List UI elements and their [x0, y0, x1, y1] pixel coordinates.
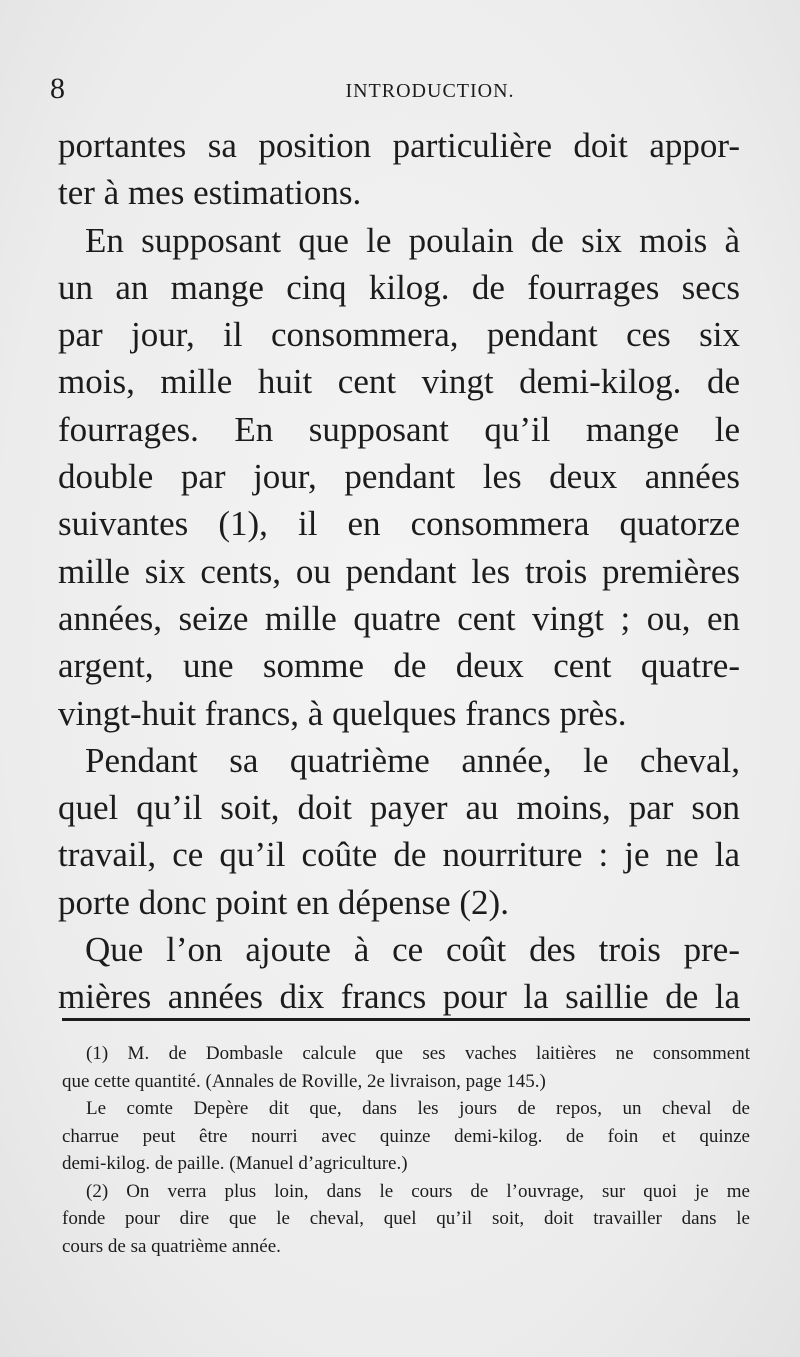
page-header: [50, 72, 750, 112]
text-line: années, seize mille quatre cent vingt ; ou, en: [58, 598, 740, 638]
text-line: argent, une somme de deux cent quatre-: [58, 646, 740, 686]
text-line: vingt-huit francs, à quelques francs près.: [58, 693, 627, 733]
text-line: fourrages. En supposant qu’il mange le: [58, 409, 740, 449]
text-line: Pendant sa quatrième année, le cheval,: [85, 740, 740, 780]
footnote-line: charrue peut être nourri avec quinze demi-kilog. de foin et quinze: [62, 1125, 750, 1147]
text-line: par jour, il consommera, pendant ces six: [58, 315, 740, 355]
text-line: portantes sa position particulière doit appor-: [58, 126, 740, 165]
footnote-line: que cette quantité. (Annales de Roville, 2e livraison, page 145.): [62, 1070, 546, 1092]
text-line: double par jour, pendant les deux années: [58, 457, 740, 497]
running-head: INTRODUCTION.: [345, 80, 515, 102]
body-text: [58, 122, 740, 1021]
footnote-line: Le comte Depère dit que, dans les jours de repos, un cheval de: [86, 1098, 750, 1119]
footnote-rule: [62, 1018, 750, 1021]
text-line: travail, ce qu’il coûte de nourriture : je ne la: [58, 835, 740, 875]
text-line: porte donc point en dépense (2).: [58, 882, 509, 922]
text-line: mois, mille huit cent vingt demi-kilog. de: [58, 362, 740, 402]
footnote-line: fonde pour dire que le cheval, quel qu’il soit, doit travailler dans le: [62, 1208, 750, 1229]
text-line: quel qu’il soit, doit payer au moins, par son: [58, 788, 740, 828]
footnote-line: demi-kilog. de paille. (Manuel d’agriculture.): [62, 1153, 408, 1174]
footnotes: [62, 1040, 750, 1260]
text-line: mille six cents, ou pendant les trois premières: [58, 551, 740, 591]
text-line: Que l’on ajoute à ce coût des trois pre-: [85, 930, 740, 970]
page-number: 8: [50, 72, 65, 105]
footnote-line: (1) M. de Dombasle calcule que ses vaches laitières ne consomment: [86, 1043, 750, 1064]
text-line: un an mange cinq kilog. de fourrages secs: [58, 267, 740, 307]
text-line: mières années dix francs pour la saillie de la: [58, 977, 740, 1017]
text-line: ter à mes estimations.: [58, 173, 362, 213]
text-line: suivantes (1), il en consommera quatorze: [58, 504, 740, 544]
footnote-line: (2) On verra plus loin, dans le cours de l’ouvrage, sur quoi je me: [86, 1180, 750, 1202]
footnote-line: cours de sa quatrième année.: [62, 1235, 281, 1257]
text-line: En supposant que le poulain de six mois à: [85, 220, 740, 260]
